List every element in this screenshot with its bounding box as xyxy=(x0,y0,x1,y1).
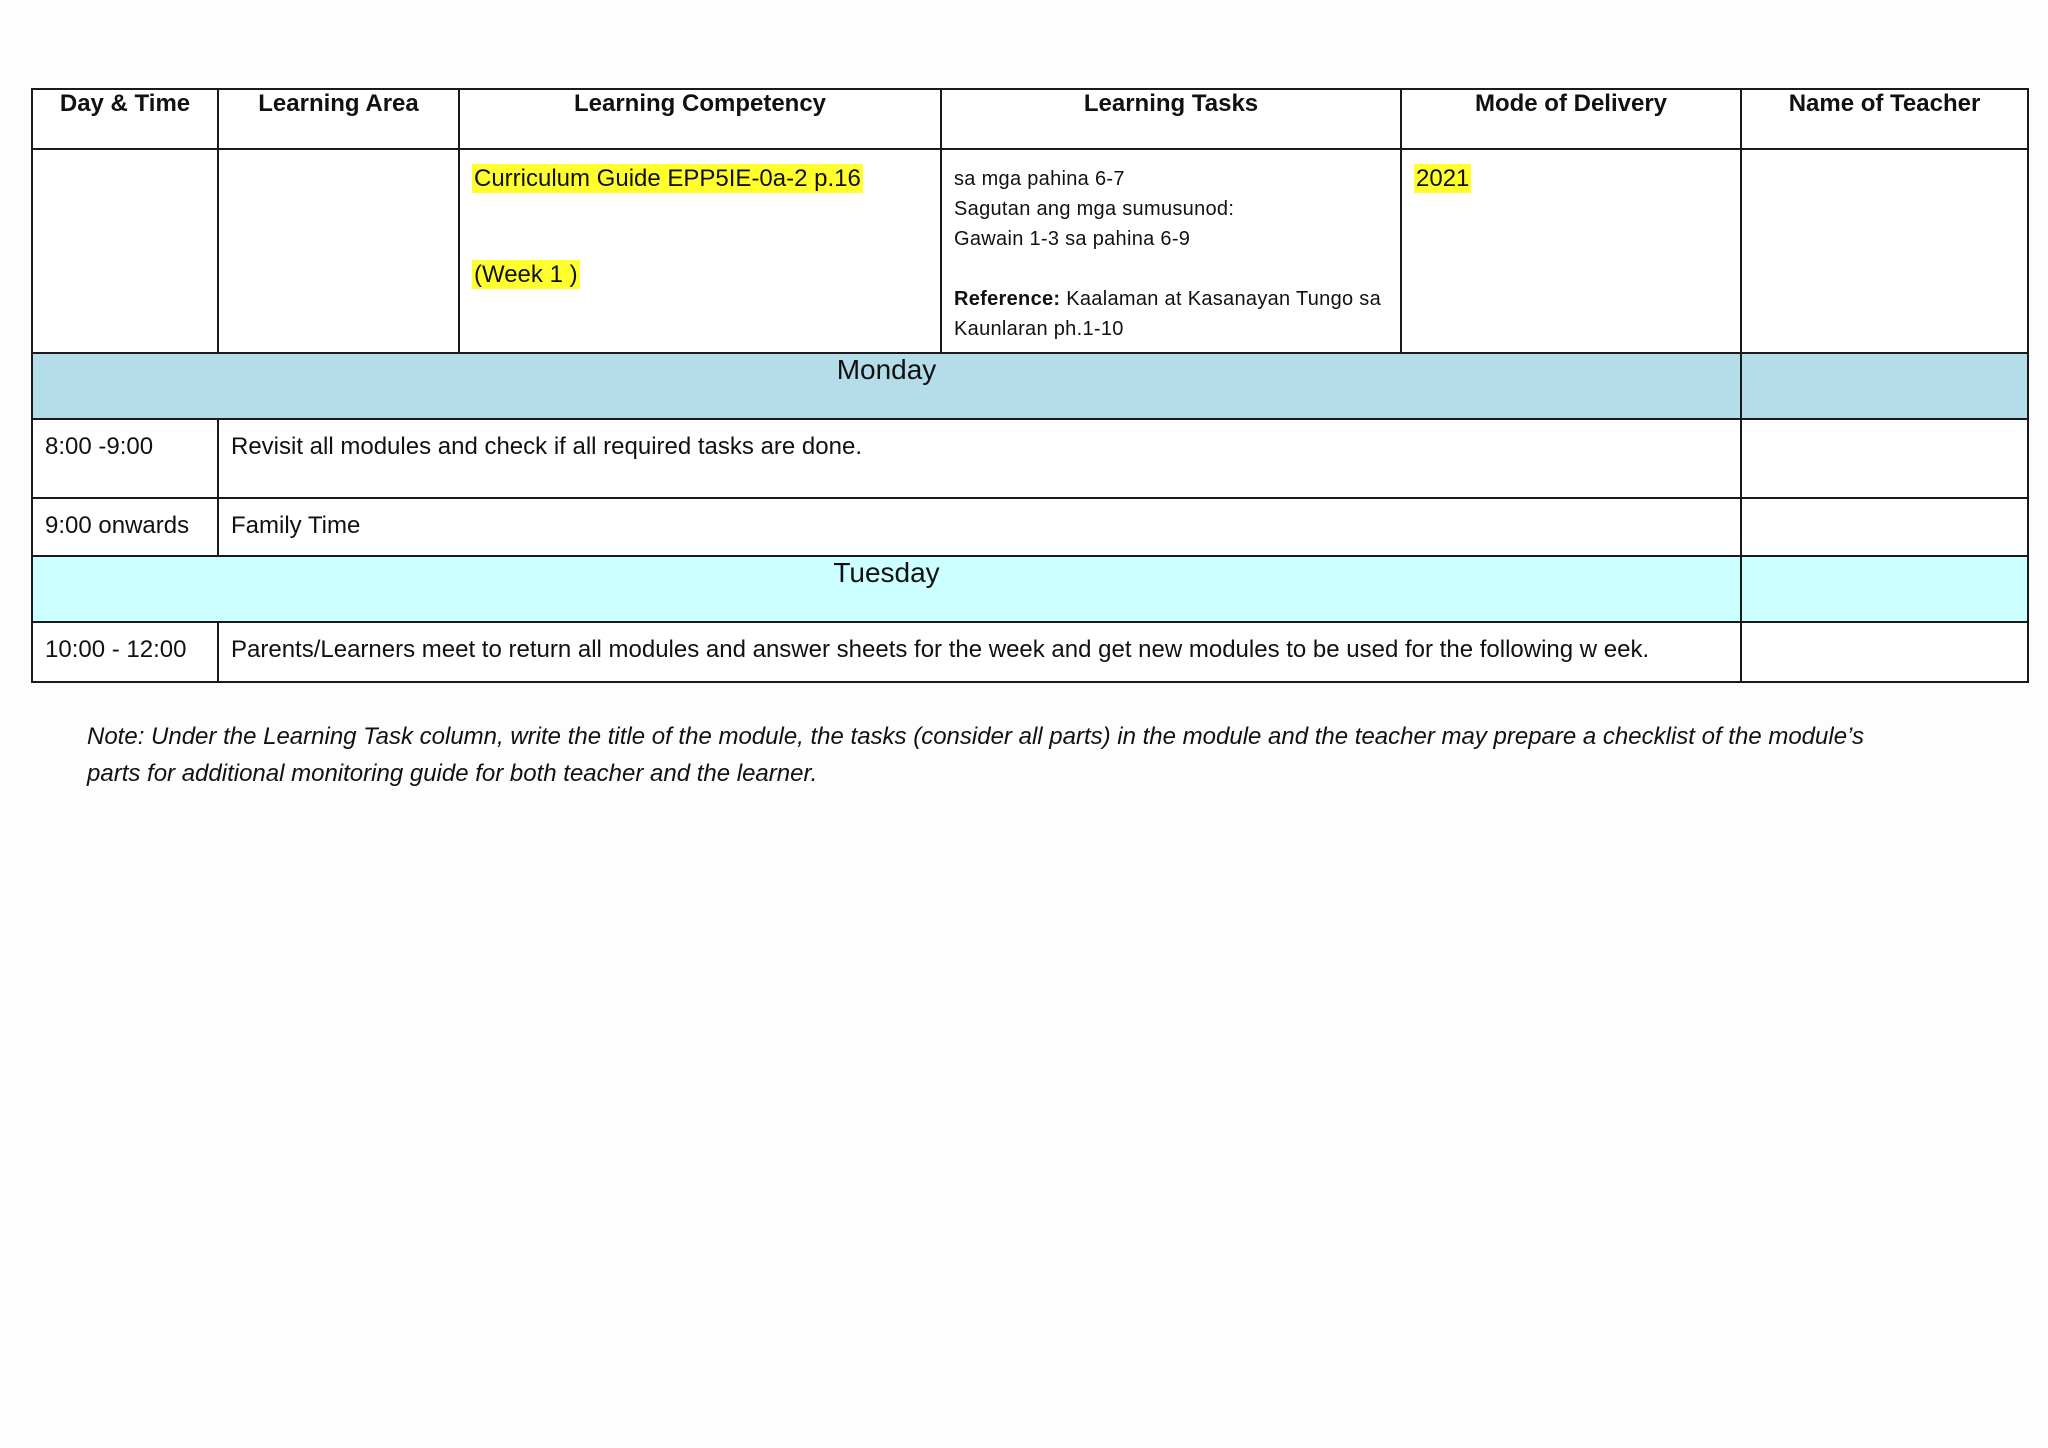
header-day-time: Day & Time xyxy=(32,89,218,149)
header-learning-competency: Learning Competency xyxy=(459,89,941,149)
table-row-competency xyxy=(32,149,2028,353)
cell-learning-area-empty xyxy=(218,149,459,353)
table-row xyxy=(32,498,2028,556)
row-time-text: 10:00 - 12:00 xyxy=(45,636,187,663)
row-time-cell xyxy=(32,622,218,682)
monday-band-side xyxy=(1741,353,2028,419)
header-learning-area: Learning Area xyxy=(218,89,459,149)
weekly-home-learning-plan-table xyxy=(31,88,2029,683)
footnote-line-1: Note: Under the Learning Task column, write the title of the module, the tasks (consider all parts) in the module and the teacher may prepare a checklist of the module’s xyxy=(87,723,1864,750)
row-teacher-cell-empty xyxy=(1741,498,2028,556)
mode-year-text: 2021 xyxy=(1416,165,1470,192)
tasks-line-2: Sagutan ang mga sumusunod: xyxy=(954,198,1235,220)
tasks-line-1: sa mga pahina 6-7 xyxy=(954,168,1125,190)
row-activity-cell xyxy=(218,419,1741,498)
row-time-cell xyxy=(32,419,218,498)
row-time-cell xyxy=(32,498,218,556)
row-activity-text: Revisit all modules and check if all required tasks are done. xyxy=(231,433,862,460)
competency-week-text: (Week 1 ) xyxy=(474,261,578,288)
row-teacher-cell-empty xyxy=(1741,419,2028,498)
table-header-row xyxy=(32,89,2028,149)
row-time-text: 8:00 -9:00 xyxy=(45,433,154,460)
cell-learning-tasks xyxy=(941,149,1401,353)
row-activity-text: Parents/Learners meet to return all modules and answer sheets for the week and get new modules to be used for the following w eek. xyxy=(231,636,1650,663)
monday-label: Monday xyxy=(32,353,1741,419)
tasks-reference-text: Kaalaman at Kasanayan Tungo sa xyxy=(1060,288,1382,310)
tasks-reference-line-2: Kaunlaran ph.1-10 xyxy=(954,318,1124,340)
cell-learning-competency xyxy=(459,149,941,353)
header-learning-tasks: Learning Tasks xyxy=(941,89,1401,149)
monday-band-row xyxy=(32,353,2028,419)
cell-name-of-teacher-empty xyxy=(1741,149,2028,353)
header-mode-of-delivery: Mode of Delivery xyxy=(1401,89,1741,149)
table-row xyxy=(32,419,2028,498)
tasks-line-3: Gawain 1-3 sa pahina 6-9 xyxy=(954,228,1191,250)
competency-guide-text: Curriculum Guide EPP5IE-0a-2 p.16 xyxy=(474,165,861,192)
cell-mode-of-delivery xyxy=(1401,149,1741,353)
table-row xyxy=(32,622,2028,682)
row-time-text: 9:00 onwards xyxy=(45,512,190,539)
row-teacher-cell-empty xyxy=(1741,622,2028,682)
header-name-of-teacher: Name of Teacher xyxy=(1741,89,2028,149)
footnote-line-2: parts for additional monitoring guide for both teacher and the learner. xyxy=(87,760,818,787)
tuesday-label: Tuesday xyxy=(32,556,1741,622)
cell-day-time-empty xyxy=(32,149,218,353)
row-activity-cell xyxy=(218,498,1741,556)
tasks-reference-label: Reference: xyxy=(954,288,1061,310)
tuesday-band-side xyxy=(1741,556,2028,622)
tuesday-band-row xyxy=(32,556,2028,622)
footnote xyxy=(87,718,1967,792)
row-activity-cell xyxy=(218,622,1741,682)
row-activity-text: Family Time xyxy=(231,512,361,539)
